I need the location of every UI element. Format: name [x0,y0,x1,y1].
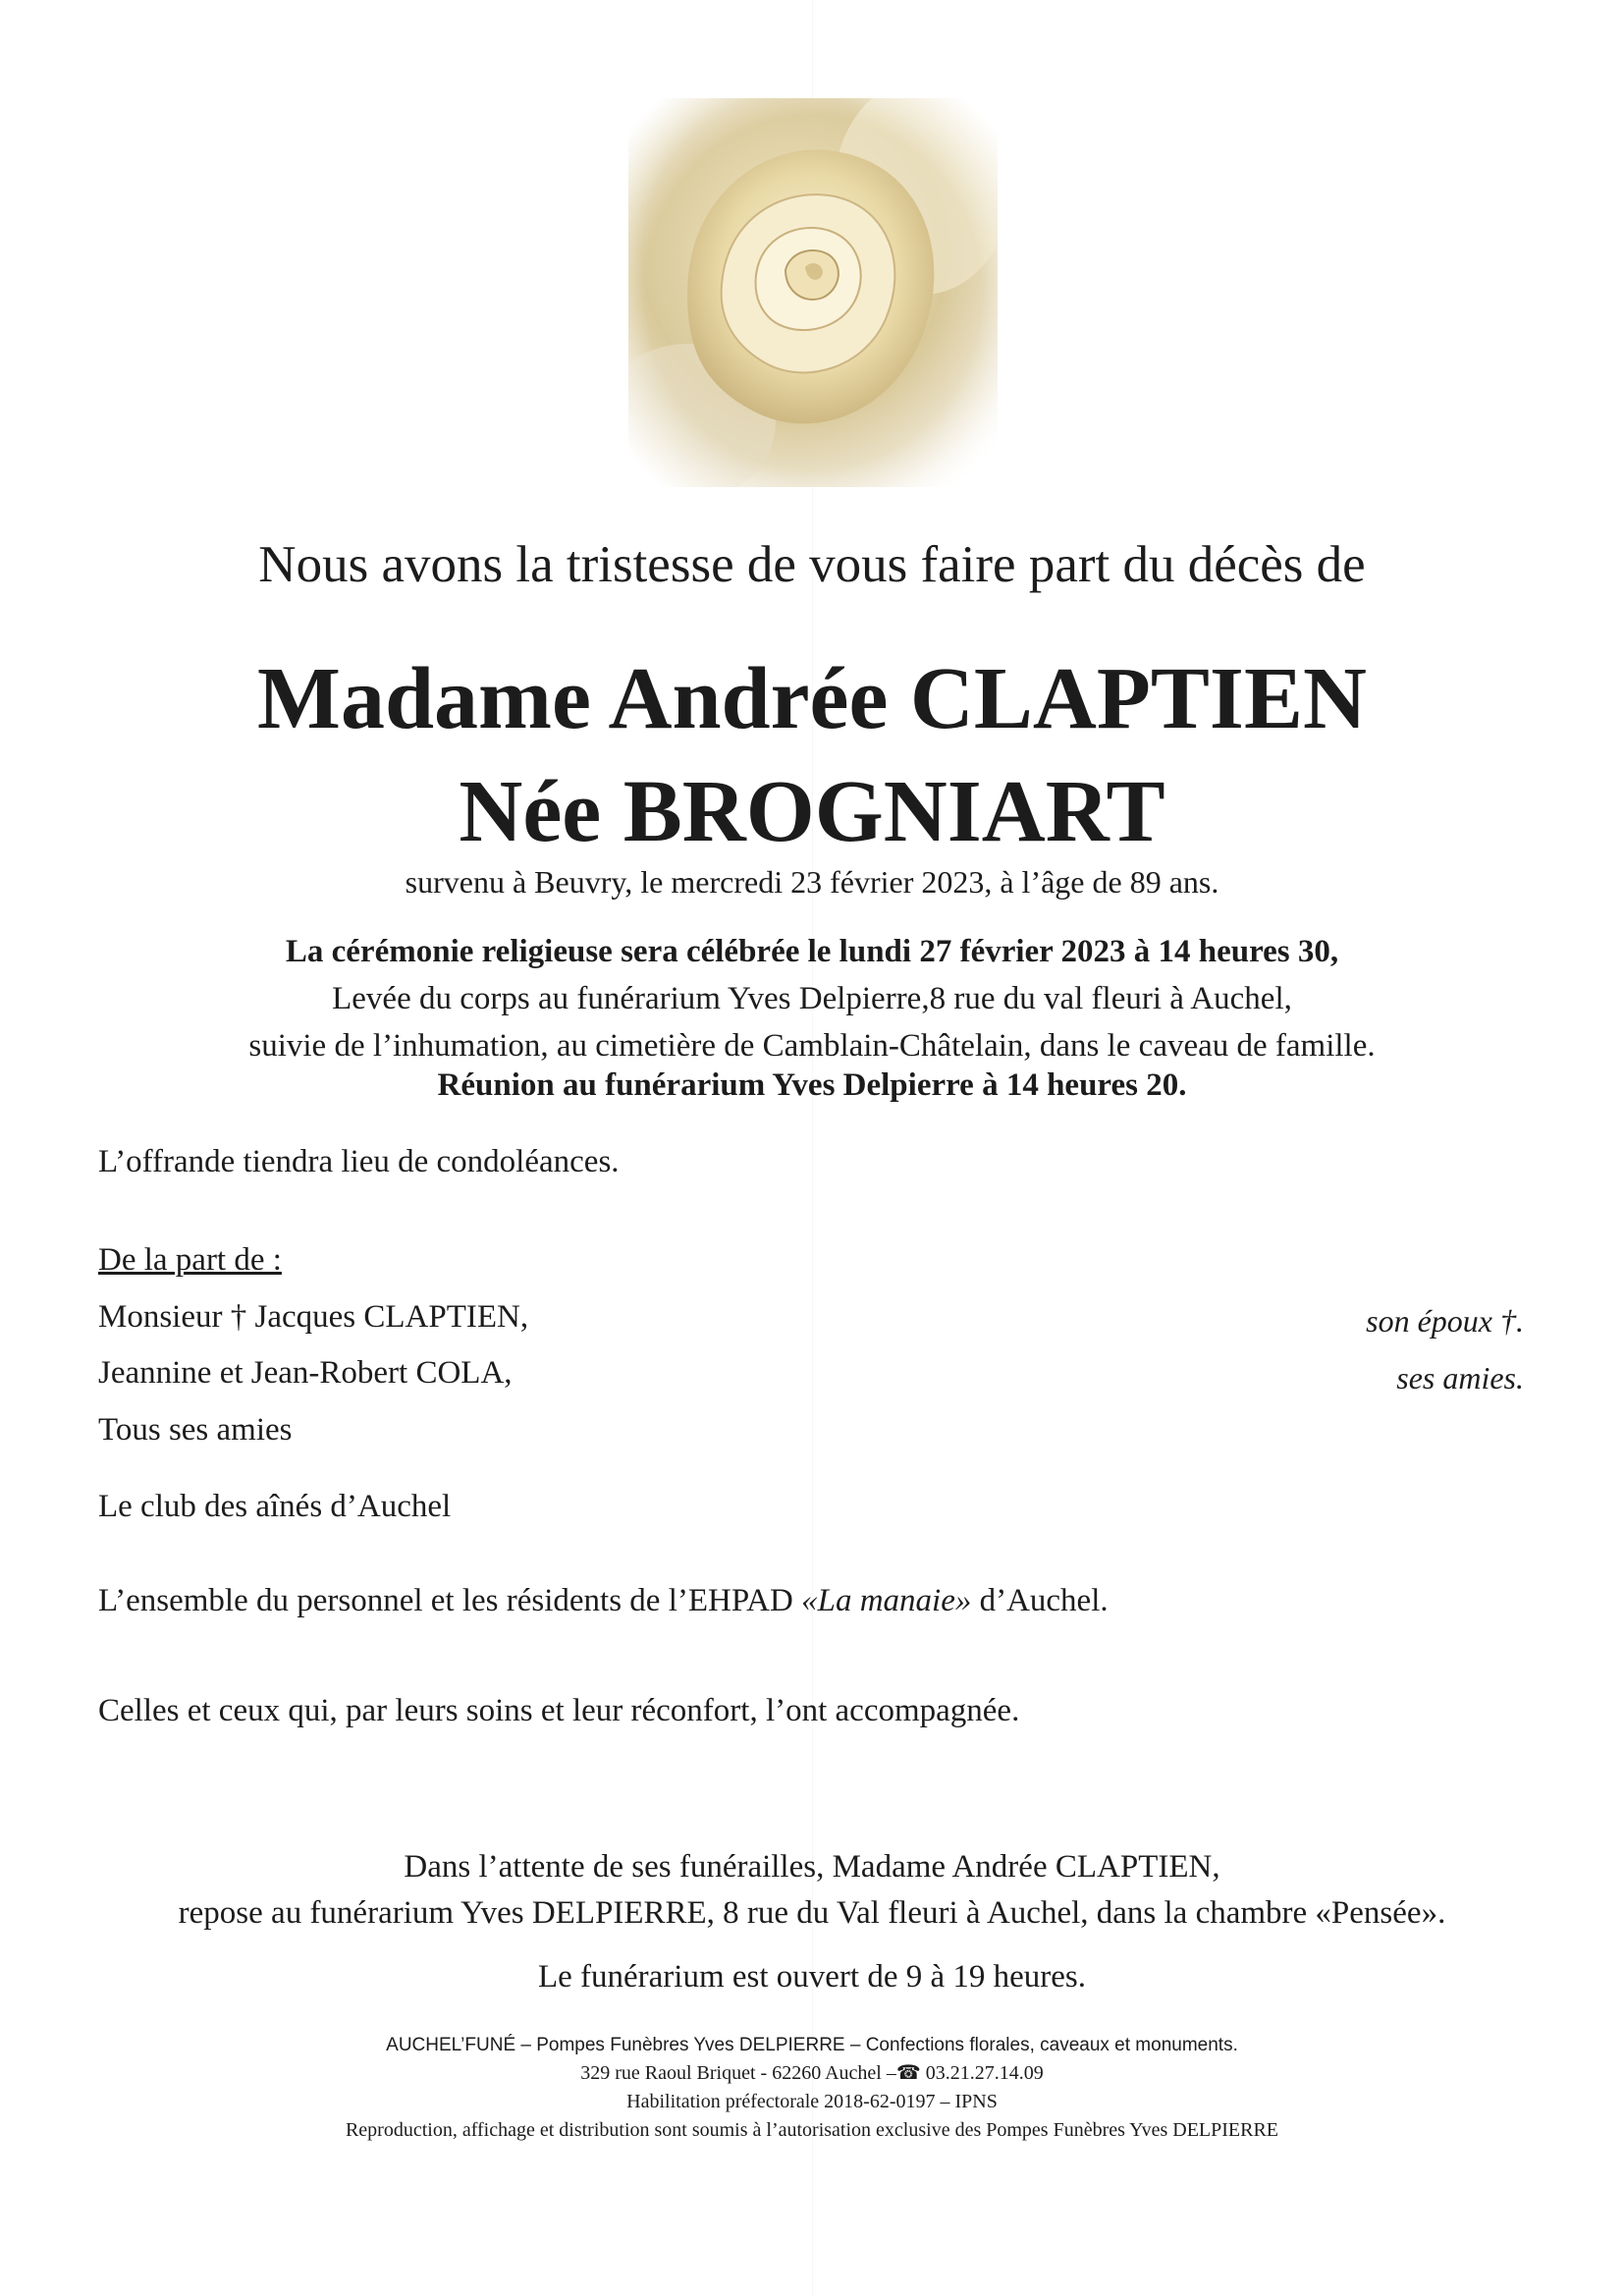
attente-line: Dans l’attente de ses funérailles, Madame Andrée CLAPTIEN, [404,1849,1220,1885]
de-la-part-label: De la part de : [98,1242,282,1278]
family-row-name: Monsieur † Jacques CLAPTIEN, [98,1299,529,1335]
footer-habilitation: Habilitation préfectorale 2018-62-0197 – IPNS [626,2091,998,2112]
reunion-info: Réunion au funérarium Yves Delpierre à 14 heures 20. [437,1067,1187,1103]
family-row-name [98,1583,1109,1619]
ceremony-date: La cérémonie religieuse sera célébrée le lundi 27 février 2023 à 14 heures 30, [285,934,1339,969]
ceremony-block [0,928,1624,1069]
deceased-name: Madame Andrée CLAPTIEN [257,650,1367,747]
opening-hours: Le funérarium est ouvert de 9 à 19 heures. [537,1959,1087,1995]
family-row-relation: son époux †. [1366,1303,1524,1339]
attente-line: repose au funérarium Yves DELPIERRE, 8 rue du Val fleuri à Auchel, dans la chambre «Pensée». [178,1895,1446,1931]
footer-reproduction: Reproduction, affichage et distribution sont soumis à l’autorisation exclusive des Pompes Funèbres Yves DELPIERRE [345,2119,1279,2141]
rose-icon [628,98,998,487]
footer-address: 329 rue Raoul Briquet - 62260 Auchel –☎ 03.21.27.14.09 [580,2062,1044,2084]
family-row-name: Celles et ceux qui, par leurs soins et leur réconfort, l’ont accompagnée. [98,1693,1020,1728]
ceremony-levee: Levée du corps au funérarium Yves Delpierre,8 rue du val fleuri à Auchel, [332,981,1292,1016]
announcement-intro: Nous avons la tristesse de vous faire part du décès de [258,536,1366,593]
ceremony-burial: suivie de l’inhumation, au cimetière de Camblain-Châtelain, dans le caveau de famille. [248,1028,1376,1064]
footer [0,2031,1624,2145]
attente-block [0,1844,1624,1937]
white-rose-photo [628,98,998,487]
ehpad-text-before: L’ensemble du personnel et les résidents de l’EHPAD [98,1583,802,1618]
death-info: survenu à Beuvry, le mercredi 23 février 2023, à l’âge de 89 ans. [405,864,1219,900]
offrande-text: L’offrande tiendra lieu de condoléances. [98,1144,620,1179]
footer-company: AUCHEL’FUNÉ – Pompes Funèbres Yves DELPIERRE – Confections florales, caveaux et monuments. [386,2035,1238,2055]
ehpad-text-after: d’Auchel. [971,1583,1109,1618]
family-row-name: Jeannine et Jean-Robert COLA, [98,1355,513,1391]
family-row-relation: ses amies. [1396,1360,1524,1395]
ehpad-name: «La manaie» [801,1583,972,1618]
maiden-name: Née BROGNIART [459,763,1165,860]
family-row-name: Tous ses amies [98,1412,293,1448]
family-row-name: Le club des aînés d’Auchel [98,1489,452,1524]
